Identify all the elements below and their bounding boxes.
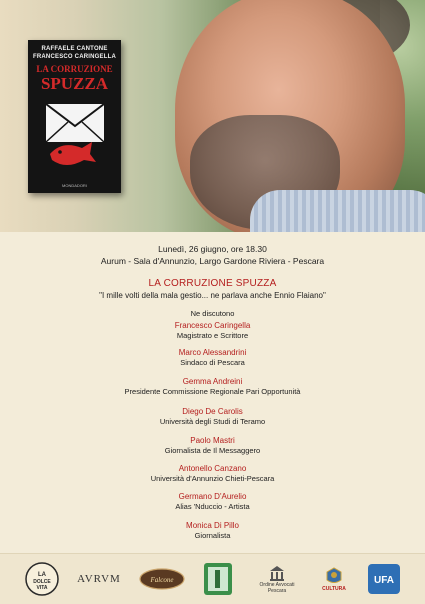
svg-text:UFA: UFA — [374, 575, 394, 586]
speaker-role: Alias 'Nduccio - Artista — [175, 502, 250, 511]
logo-green-emblem — [200, 562, 236, 596]
discussion-intro: Ne discutono — [190, 309, 235, 318]
speaker-role: Università degli Studi di Teramo — [159, 417, 266, 426]
speaker-item — [0, 348, 425, 368]
speaker-role: Giornalista de Il Messaggero — [164, 446, 261, 455]
speaker-role: Giornalista — [194, 531, 231, 540]
event-subtitle: "I mille volti della mala gestio... ne parlava anche Ennio Flaiano" — [99, 291, 326, 300]
speaker-item — [0, 377, 425, 397]
book-author-2: FRANCESCO CARINGELLA — [33, 54, 116, 60]
speaker-item — [0, 492, 425, 512]
speaker-role: Università d'Annunzio Chieti-Pescara — [150, 474, 275, 483]
logo-cultura: CULTURA — [314, 562, 354, 596]
speaker-role: Magistrato e Scrittore — [176, 331, 249, 340]
speaker-role: Sindaco di Pescara — [180, 358, 245, 367]
speaker-item — [0, 321, 425, 341]
speaker-name: Francesco Caringella — [174, 321, 251, 330]
envelope-fish-illustration — [44, 102, 106, 172]
svg-text:LA: LA — [38, 572, 46, 578]
speaker-item — [0, 521, 425, 541]
event-venue: Aurum - Sala d'Annunzio, Largo Gardone Riviera - Pescara — [100, 256, 325, 266]
speaker-name: Antonello Canzano — [178, 464, 247, 473]
hero-photo — [0, 0, 425, 232]
book-publisher: MONDADORI — [62, 183, 87, 188]
speaker-name: Paolo Mastri — [190, 436, 235, 445]
logo-aurum: AVRVM — [77, 573, 121, 585]
book-title-big: SPUZZA — [40, 74, 109, 93]
speaker-name: Monica Di Pillo — [186, 521, 239, 530]
svg-text:Falcone: Falcone — [150, 576, 174, 584]
speaker-item — [0, 464, 425, 484]
svg-text:DOLCE: DOLCE — [33, 579, 51, 585]
book-title-small: LA CORRUZIONE — [36, 64, 113, 74]
speaker-item — [0, 407, 425, 427]
event-title: LA CORRUZIONE SPUZZA — [148, 278, 277, 289]
speaker-name: Marco Alessandrini — [178, 348, 247, 357]
speaker-name: Diego De Carolis — [182, 407, 243, 416]
logo-la-dolce-vita — [24, 562, 60, 596]
logo-ordine-avvocati: Ordine Avvocati Pescara — [252, 562, 302, 596]
speaker-name: Gemma Andreini — [182, 377, 243, 386]
logo-ufa — [366, 562, 402, 596]
book-cover — [28, 40, 121, 193]
speaker-item — [0, 436, 425, 456]
event-date: Lunedì, 26 giugno, ore 18.30 — [158, 244, 267, 254]
book-author-1: RAFFAELE CANTONE — [41, 46, 108, 52]
svg-text:VITA: VITA — [36, 585, 48, 591]
speaker-role: Presidente Commissione Regionale Pari Opportunità — [124, 387, 301, 396]
logo-falcone — [138, 562, 186, 596]
portrait-shirt — [250, 190, 425, 232]
sponsor-logos-bar — [0, 553, 425, 604]
speaker-name: Germano D'Aurelio — [178, 492, 247, 501]
